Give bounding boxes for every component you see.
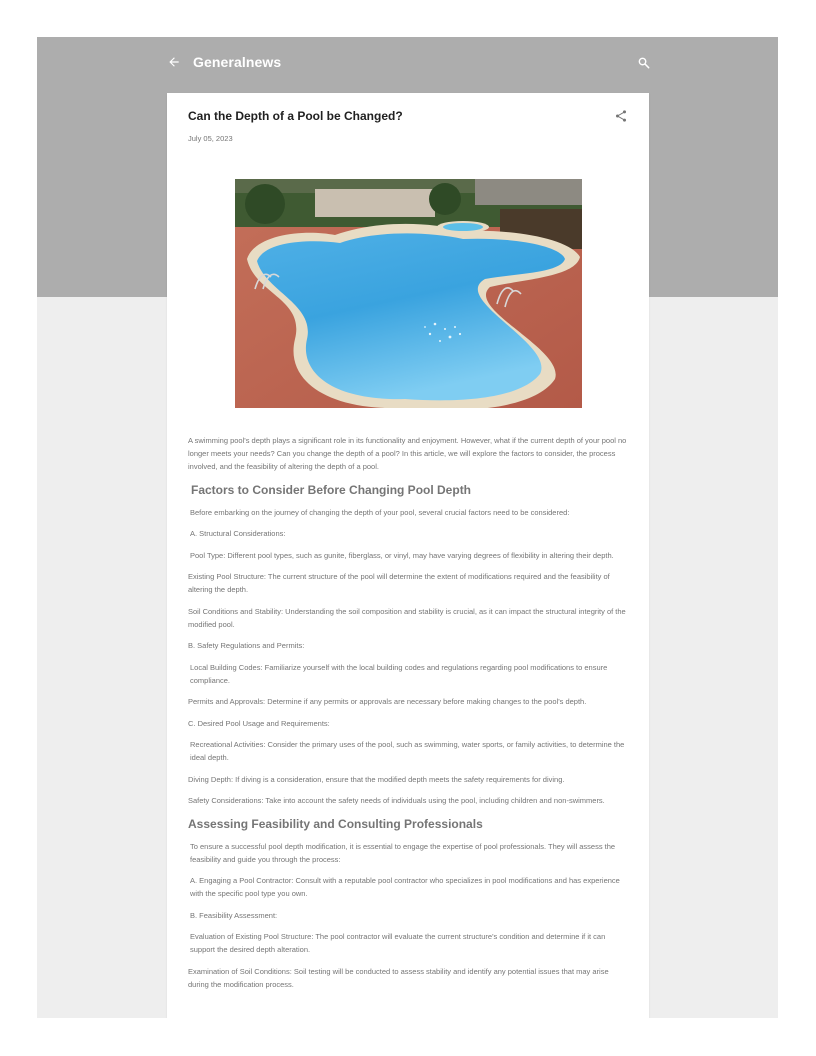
paragraph: B. Feasibility Assessment: bbox=[190, 910, 278, 920]
paragraph: Diving Depth: If diving is a consideration, ensure that the modified depth meets the safety requirements for diving. bbox=[188, 774, 565, 784]
search-icon-svg bbox=[637, 56, 651, 70]
search-icon[interactable] bbox=[637, 56, 651, 70]
paragraph: Local Building Codes: Familiarize yourself with the local building codes and regulations regarding pool modifications to ensure compliance. bbox=[190, 662, 608, 685]
paragraph: Permits and Approvals: Determine if any permits or approvals are necessary before making changes to the pool's depth. bbox=[188, 697, 587, 706]
post-body bbox=[188, 434, 628, 999]
paragraph: B. Safety Regulations and Permits: bbox=[188, 641, 305, 650]
section-heading: Factors to Consider Before Changing Pool Depth bbox=[191, 482, 472, 497]
pool-photo bbox=[235, 179, 582, 408]
paragraph: Soil Conditions and Stability: Understanding the soil composition and stability is crucial, as it can impact the structural integrity of the modified pool. bbox=[188, 606, 626, 629]
paragraph: Safety Considerations: Take into account the safety needs of individuals using the pool, including children and non-swimmers. bbox=[188, 796, 605, 805]
arrow-left-icon-svg bbox=[167, 55, 181, 69]
paragraph: C. Desired Pool Usage and Requirements: bbox=[188, 718, 330, 728]
paragraph: Recreational Activities: Consider the primary uses of the pool, such as swimming, water sports, or family activities, to determine the ideal depth. bbox=[190, 740, 625, 762]
page-frame bbox=[37, 37, 778, 1018]
paragraph: A. Structural Considerations: bbox=[190, 529, 286, 538]
paragraph: A swimming pool's depth plays a significant role in its functionality and enjoyment. However, what if the current depth of your pool no longer meets your needs? Can you change the depth of a pool? In this article, we will explore the factors to consider, the process involved, and the feasibility of altering the depth of a pool. bbox=[188, 436, 627, 471]
paragraph: Evaluation of Existing Pool Structure: The pool contractor will evaluate the current structure's condition and determine if it can support the desired depth alteration. bbox=[190, 932, 606, 954]
section-heading: Assessing Feasibility and Consulting Professionals bbox=[188, 816, 483, 831]
post-image[interactable] bbox=[235, 179, 582, 408]
share-icon-svg bbox=[614, 109, 628, 123]
site-title[interactable]: Generalnews bbox=[193, 54, 282, 70]
share-icon[interactable] bbox=[614, 109, 628, 123]
paragraph: Examination of Soil Conditions: Soil testing will be conducted to assess stability and identify any potential issues that may arise during the modification process. bbox=[188, 966, 609, 989]
top-bar bbox=[167, 51, 651, 77]
arrow-left-icon[interactable] bbox=[167, 55, 181, 69]
paragraph: Before embarking on the journey of changing the depth of your pool, several crucial factors need to be considered: bbox=[190, 507, 570, 517]
post-card bbox=[167, 93, 649, 1018]
post-date: July 05, 2023 bbox=[188, 134, 233, 143]
post-title: Can the Depth of a Pool be Changed? bbox=[188, 109, 403, 123]
paragraph: Pool Type: Different pool types, such as gunite, fiberglass, or vinyl, may have varying degrees of flexibility in altering their depth. bbox=[190, 550, 614, 560]
paragraph: A. Engaging a Pool Contractor: Consult with a reputable pool contractor who specializes in pool modifications and has experience with the specific pool type you own. bbox=[190, 876, 620, 898]
paragraph: Existing Pool Structure: The current structure of the pool will determine the extent of modifications required and the feasibility of altering the depth. bbox=[188, 572, 610, 594]
paragraph: To ensure a successful pool depth modification, it is essential to engage the expertise of pool professionals. They will assess the feasibility and guide you through the process: bbox=[190, 841, 616, 864]
